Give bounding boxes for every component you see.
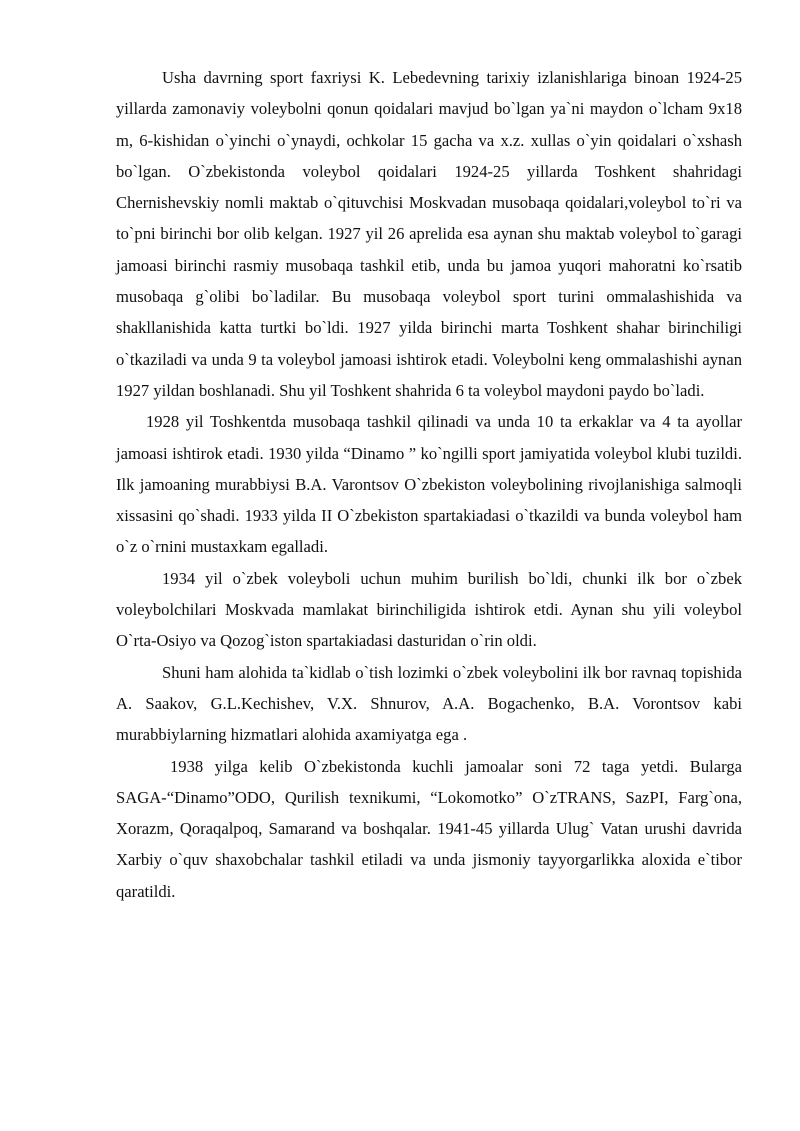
paragraph-3: 1934 yil o`zbek voleyboli uchun muhim burilish bo`ldi, chunki ilk bor o`zbek voleybolchilari Moskvada mamlakat birinchiligida ishtirok etdi. Aynan shu yili voleybol O`rta-Osiyo va Qozog`iston spartakiadasi dasturidan o`rin oldi.: [116, 568, 742, 651]
paragraph-1: Usha davrning sport faxriysi K. Lebedevning tarixiy izlanishlariga binoan 1924-25 yillarda zamonaviy voleybolni qonun qoidalari mavjud bo`lgan ya`ni maydon o`lcham 9x18 m, 6-kishidan o`yinchi o`ynaydi, ochkolar 15 gacha va x.z. xullas o`yin qoidalari o`xshash bo`lgan. O`zbekistonda voleybol qoidalari 1924-25 yillarda Toshkent shahridagi Chernishevskiy nomli maktab o`qituvchisi Moskvadan musobaqa qoidalari,voleybol to`ri va to`pni birinchi bor olib kelgan. 1927 yil 26 aprelida esa aynan shu maktab voleybol to`garagi jamoasi birinchi rasmiy musobaqa tashkil etib, unda bu jamoa yuqori mahoratni ko`rsatib musobaqa g`olibi bo`ladilar. Bu musobaqa voleybol sport turini ommalashishida va shakllanishida katta turtki bo`ldi. 1927 yilda birinchi marta Toshkent shahar birinchiligi o`tkaziladi va unda 9 ta voleybol jamoasi ishtirok etadi. Voleybolni keng ommalashishi aynan 1927 yildan boshlanadi. Shu yil Toshkent shahrida 6 ta voleybol maydoni paydo bo`ladi.: [116, 68, 742, 400]
paragraph-2: 1928 yil Toshkentda musobaqa tashkil qilinadi va unda 10 ta erkaklar va 4 ta ayollar jamoasi ishtirok etadi. 1930 yilda “Dinamo ” ko`ngilli sport jamiyatida voleybol klubi tuzildi. Ilk jamoaning murabbiysi B.A. Varontsov O`zbekiston voleybolining rivojlanishiga salmoqli xissasini qo`shadi. 1933 yilda II O`zbekiston spartakiadasi o`tkazildi va bunda voleybol ham o`z o`rnini mustaxkam egalladi.: [116, 412, 742, 557]
paragraph-5: 1938 yilga kelib O`zbekistonda kuchli jamoalar soni 72 taga yetdi. Bularga SAGA-“Dinamo”ODO, Qurilish texnikumi, “Lokomotko” O`zTRANS, SazPI, Farg`ona, Xorazm, Qoraqalpoq, Samarand va boshqalar. 1941-45 yillarda Ulug` Vatan urushi davrida Xarbiy o`quv shaxobchalar tashkil etiladi va unda jismoniy tayyorgarlikka aloxida e`tibor qaratildi.: [116, 756, 742, 901]
document-body: [116, 62, 742, 907]
paragraph-4: Shuni ham alohida ta`kidlab o`tish lozimki o`zbek voleybolini ilk bor ravnaq topishida A. Saakov, G.L.Kechishev, V.X. Shnurov, A.A. Bogachenko, B.A. Vorontsov kabi murabbiylarning hizmatlari alohida axamiyatga ega .: [116, 662, 742, 745]
